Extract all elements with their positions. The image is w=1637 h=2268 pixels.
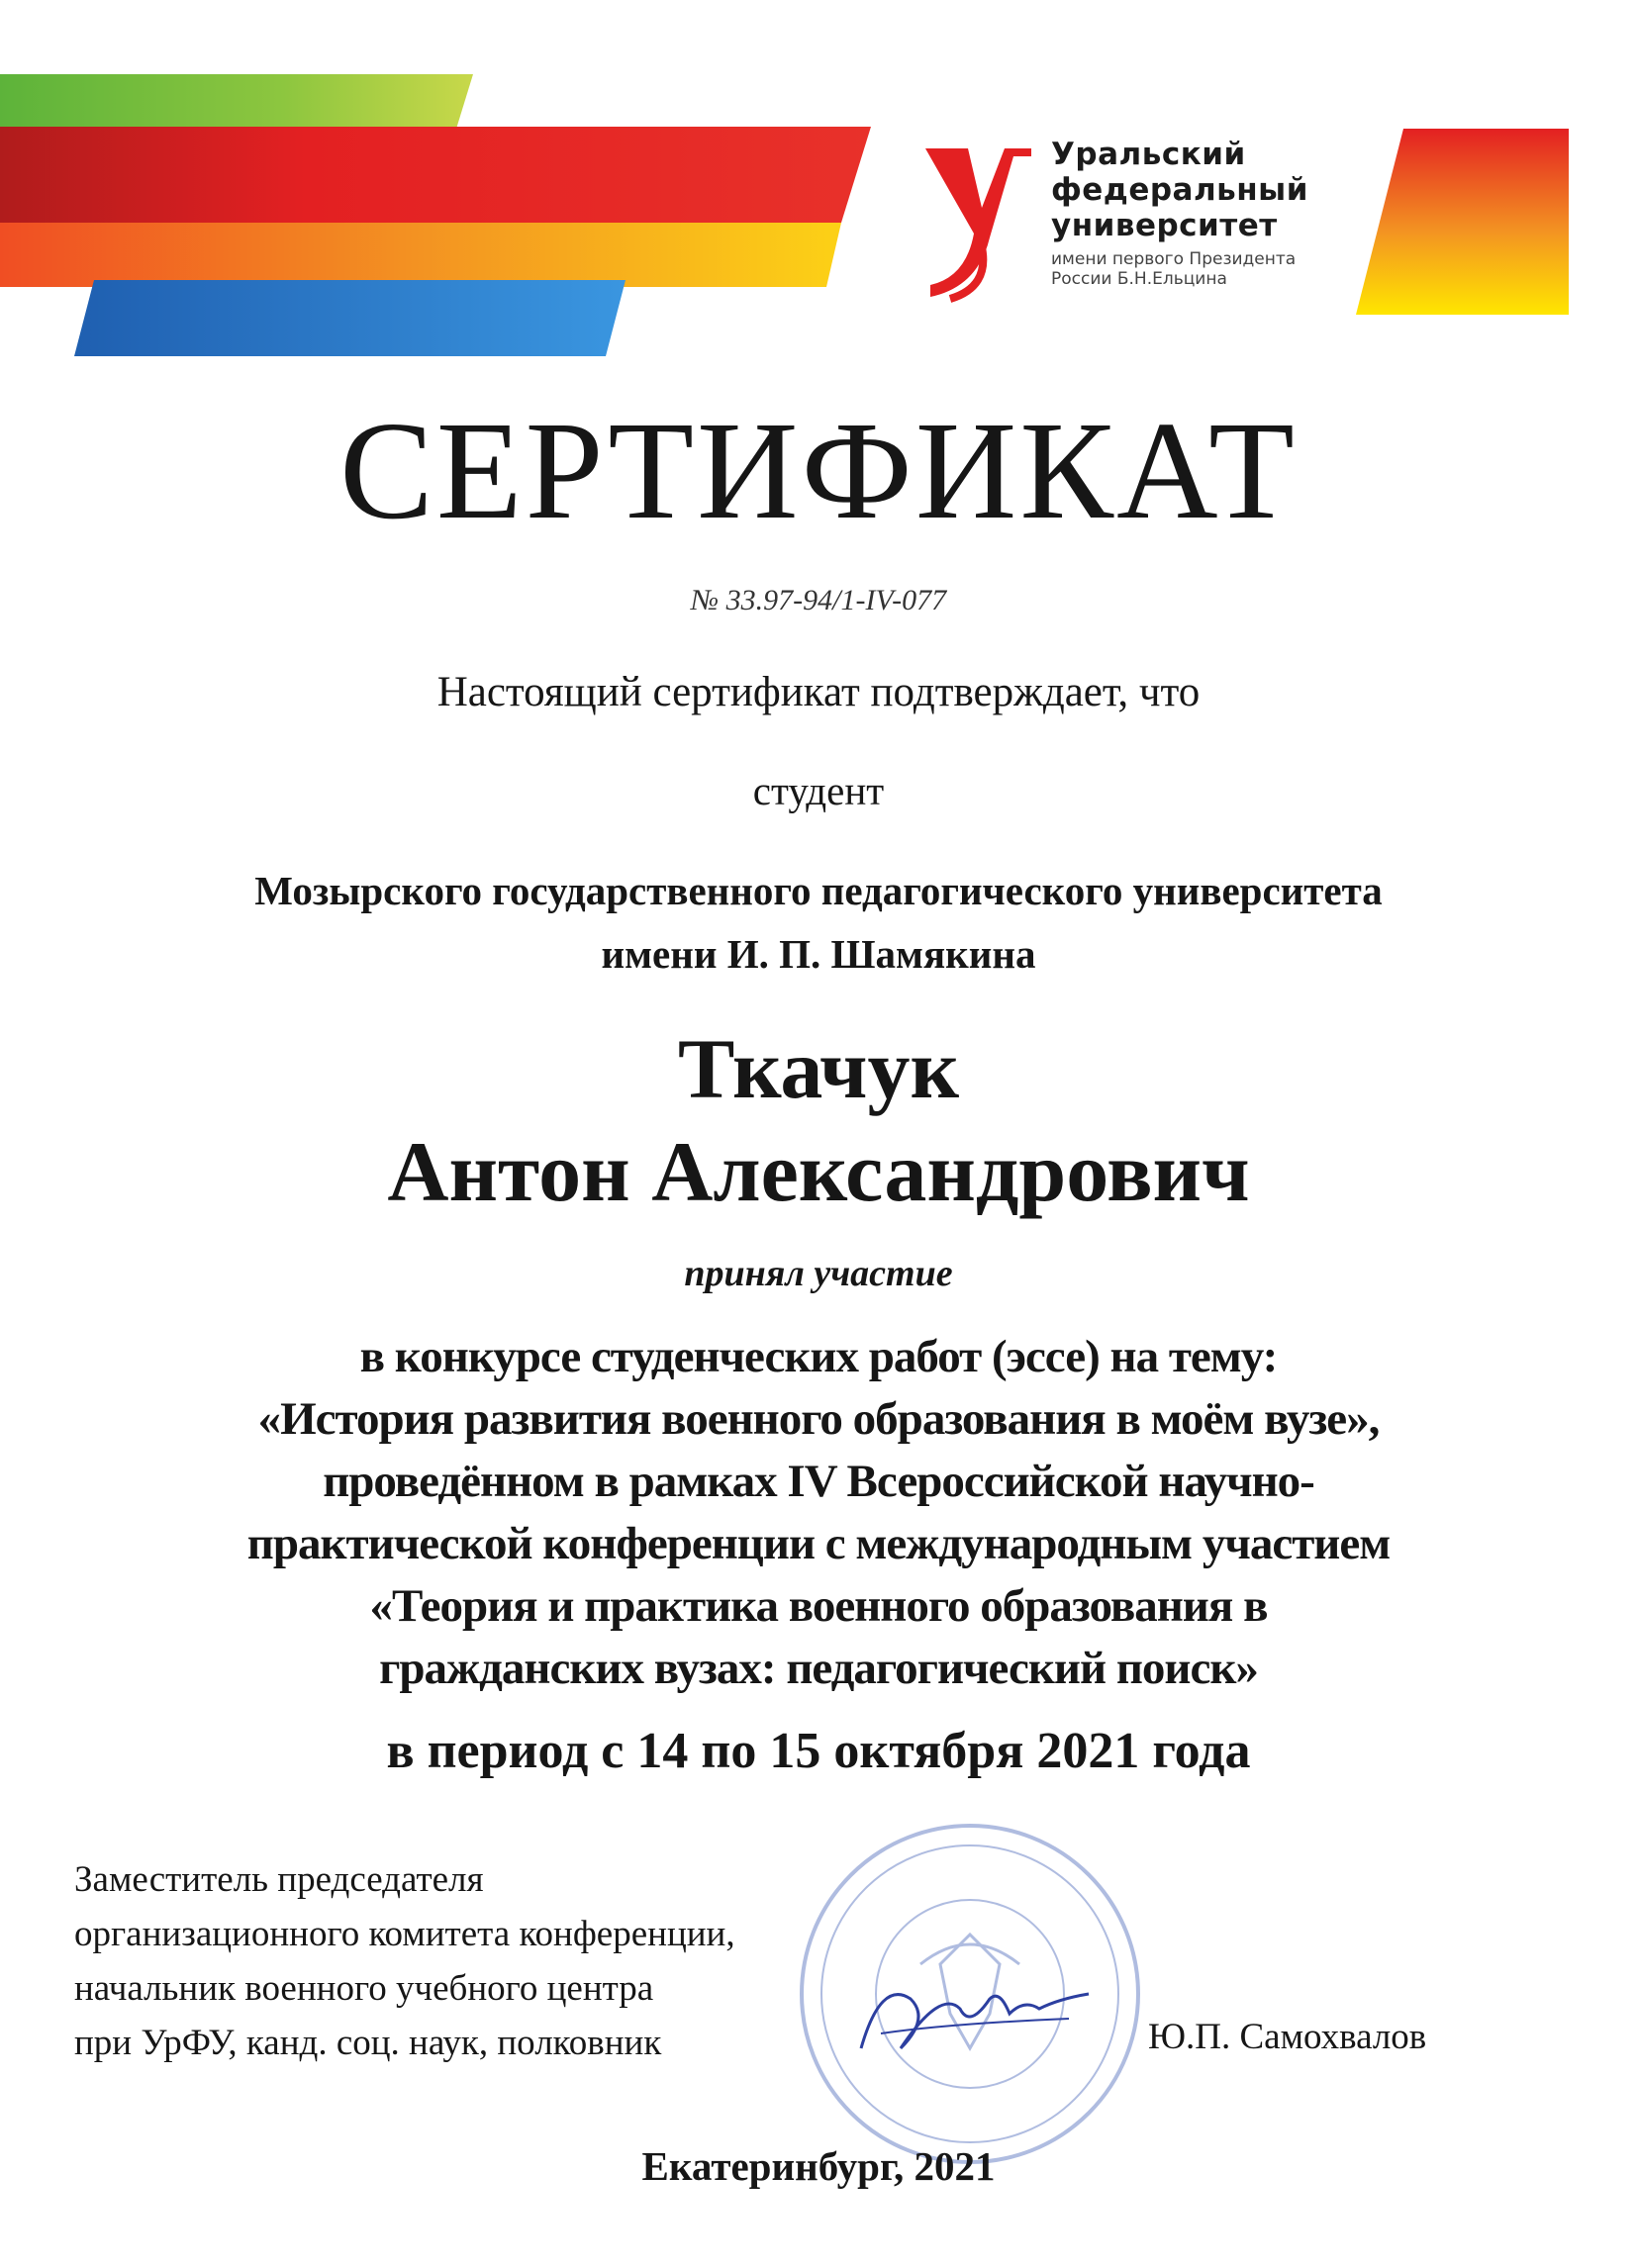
certificate-title: СЕРТИФИКАТ bbox=[339, 392, 1298, 548]
signatory-position bbox=[74, 1852, 735, 2070]
confirmation-text: Настоящий сертификат подтверждает, что bbox=[436, 669, 1201, 715]
contest-description bbox=[0, 1326, 1637, 1700]
university-name-line-3: университет bbox=[1051, 208, 1278, 243]
header-color-stripes bbox=[0, 0, 1637, 376]
stripe-red bbox=[0, 127, 871, 223]
recipient-given-names: Антон Александрович bbox=[387, 1124, 1250, 1219]
signatory-position-line-4: при УрФУ, канд. соц. наук, полковник bbox=[74, 2023, 662, 2063]
contest-line-5: «Теория и практика военного образования в bbox=[369, 1580, 1268, 1632]
institution-line-2: имени И. П. Шамякина bbox=[601, 931, 1036, 977]
contest-line-4: практической конференции с международным участием bbox=[246, 1518, 1391, 1569]
university-name bbox=[1051, 137, 1338, 289]
contest-line-1: в конкурсе студенческих работ (эссе) на тему: bbox=[359, 1331, 1278, 1382]
stripe-blue bbox=[74, 280, 626, 356]
event-period: в период с 14 по 15 октября 2021 года bbox=[386, 1723, 1251, 1779]
signature-icon bbox=[841, 1939, 1099, 2078]
contest-line-6: гражданских вузах: педагогический поиск» bbox=[379, 1643, 1258, 1694]
participation-text: принял участие bbox=[684, 1253, 953, 1294]
university-name-line-1: Уральский bbox=[1051, 137, 1246, 172]
recipient-surname: Ткачук bbox=[677, 1021, 960, 1116]
contest-line-3: проведённом в рамках IV Всероссийской научно- bbox=[323, 1456, 1314, 1507]
stripe-right bbox=[1356, 129, 1569, 315]
stripe-orange bbox=[0, 223, 841, 287]
student-status: студент bbox=[752, 768, 885, 813]
university-subtitle-line-2: России Б.Н.Ельцина bbox=[1051, 269, 1227, 289]
institution bbox=[0, 859, 1637, 986]
signatory-name: Ю.П. Самохвалов bbox=[1148, 2017, 1427, 2057]
signatory-position-line-1: Заместитель председателя bbox=[74, 1859, 484, 1900]
university-name-line-2: федеральный bbox=[1051, 172, 1308, 208]
signatory-position-line-2: организационного комитета конференции, bbox=[74, 1914, 735, 1954]
recipient-name bbox=[0, 1017, 1637, 1223]
city-year: Екатеринбург, 2021 bbox=[641, 2143, 996, 2189]
institution-line-1: Мозырского государственного педагогического университета bbox=[254, 868, 1383, 913]
signatory-position-line-3: начальник военного учебного центра bbox=[74, 1968, 654, 2009]
university-subtitle-line-1: имени первого Президента bbox=[1051, 249, 1297, 269]
certificate-number: № 33.97-94/1-IV-077 bbox=[690, 584, 947, 616]
contest-line-2: «История развития военного образования в моём вузе», bbox=[257, 1393, 1380, 1445]
urfu-logo-icon bbox=[920, 139, 1039, 307]
